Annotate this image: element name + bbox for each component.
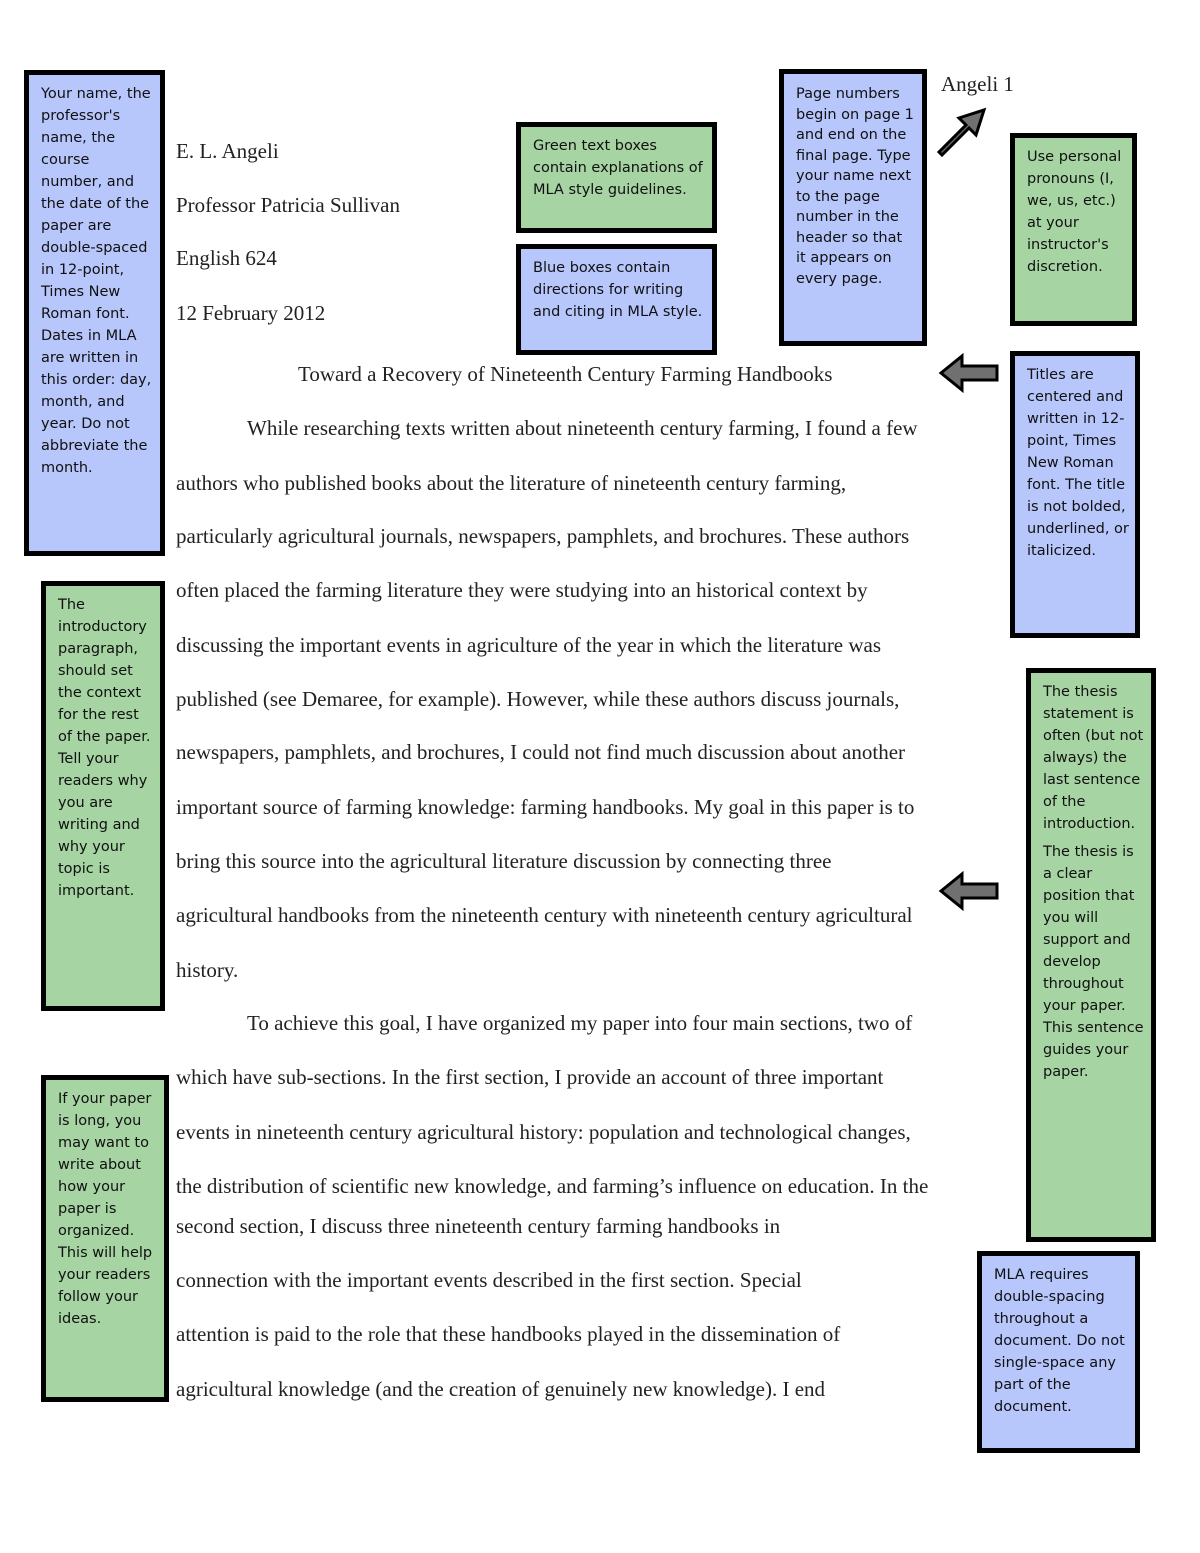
note-text: Use personal pronouns (I, we, us, etc.) at your instructor's discretion.	[1027, 149, 1122, 275]
note-text: If your paper is long, you may want to write about how your paper is organized. This will help your readers follow your ideas.	[58, 1091, 153, 1327]
note-text: Page numbers begin on page 1 and end on the final page. Type your name next to the page number in the header so that it appears on every page.	[796, 86, 914, 287]
arrow-left-title-icon	[938, 352, 1002, 394]
body-line: published (see Demaree, for example). However, while these authors discuss journals,	[176, 687, 900, 711]
body-line: particularly agricultural journals, newspapers, pamphlets, and brochures. These authors	[176, 524, 910, 548]
body-line: To achieve this goal, I have organized my paper into four main sections, two of	[247, 1011, 913, 1035]
note-text: The thesis statement is often (but not always) the last sentence of the introduction.	[1043, 684, 1144, 832]
note-text: MLA requires double-spacing throughout a document. Do not single-space any part of the document.	[994, 1267, 1125, 1415]
body-line: the distribution of scientific new knowledge, and farming’s influence on education. In the	[176, 1174, 929, 1198]
body-line: While researching texts written about nineteenth century farming, I found a few	[247, 416, 918, 440]
body-line: authors who published books about the literature of nineteenth century farming,	[176, 471, 847, 495]
note-double-spacing	[977, 1251, 1140, 1453]
note-thesis	[1026, 668, 1156, 1242]
heading-name: E. L. Angeli	[176, 139, 279, 163]
arrow-up-right-icon	[930, 102, 992, 164]
body-line: discussing the important events in agriculture of the year in which the literature was	[176, 633, 882, 657]
note-text: The thesis is a clear position that you will support and develop throughout your paper. This sentence guides your paper.	[1043, 844, 1144, 1080]
note-titles	[1010, 351, 1140, 638]
note-text: Blue boxes contain directions for writing and citing in MLA style.	[533, 260, 703, 320]
body-line: history.	[176, 958, 239, 982]
body-line: second section, I discuss three nineteenth century farming handbooks in	[176, 1214, 781, 1238]
body-line: important source of farming knowledge: farming handbooks. My goal in this paper is to	[176, 795, 915, 819]
body-line: often placed the farming literature they were studying into an historical context by	[176, 578, 868, 602]
heading-course: English 624	[176, 246, 277, 270]
note-page-numbers	[779, 69, 927, 346]
heading-professor: Professor Patricia Sullivan	[176, 193, 400, 217]
note-pronouns	[1010, 133, 1137, 326]
paper-title: Toward a Recovery of Nineteenth Century Farming Handbooks	[298, 362, 833, 386]
note-organization	[41, 1075, 169, 1402]
heading-date: 12 February 2012	[176, 301, 326, 325]
note-green-legend	[516, 122, 717, 233]
page-header-number: Angeli 1	[941, 72, 1014, 96]
body-line: newspapers, pamphlets, and brochures, I could not find much discussion about another	[176, 740, 906, 764]
note-text: Green text boxes contain explanations of MLA style guidelines.	[533, 138, 703, 198]
body-line: connection with the important events described in the first section. Special	[176, 1268, 802, 1292]
note-intro-paragraph	[41, 581, 165, 1011]
body-line: events in nineteenth century agricultural history: population and technological changes,	[176, 1120, 911, 1144]
note-blue-legend	[516, 244, 717, 355]
body-line: which have sub-sections. In the first section, I provide an account of three important	[176, 1065, 884, 1089]
arrow-left-thesis-icon	[938, 870, 1002, 912]
note-text: Your name, the professor's name, the course number, and the date of the paper are double-spaced in 12-point, Times New Roman font. Dates in MLA are written in this order: day, month, and year. Do not abbreviate the month.	[41, 86, 152, 476]
note-text: Titles are centered and written in 12-point, Times New Roman font. The title is not bolded, underlined, or italicized.	[1027, 367, 1129, 559]
note-text: The introductory paragraph, should set the context for the rest of the paper. Tell your readers why you are writing and why your topic is important.	[58, 597, 151, 899]
note-heading-format	[24, 70, 165, 556]
body-line: agricultural handbooks from the nineteenth century with nineteenth century agricultural	[176, 903, 913, 927]
body-line: agricultural knowledge (and the creation of genuinely new knowledge). I end	[176, 1377, 826, 1401]
body-line: attention is paid to the role that these handbooks played in the dissemination of	[176, 1322, 841, 1346]
body-line: bring this source into the agricultural literature discussion by connecting three	[176, 849, 832, 873]
